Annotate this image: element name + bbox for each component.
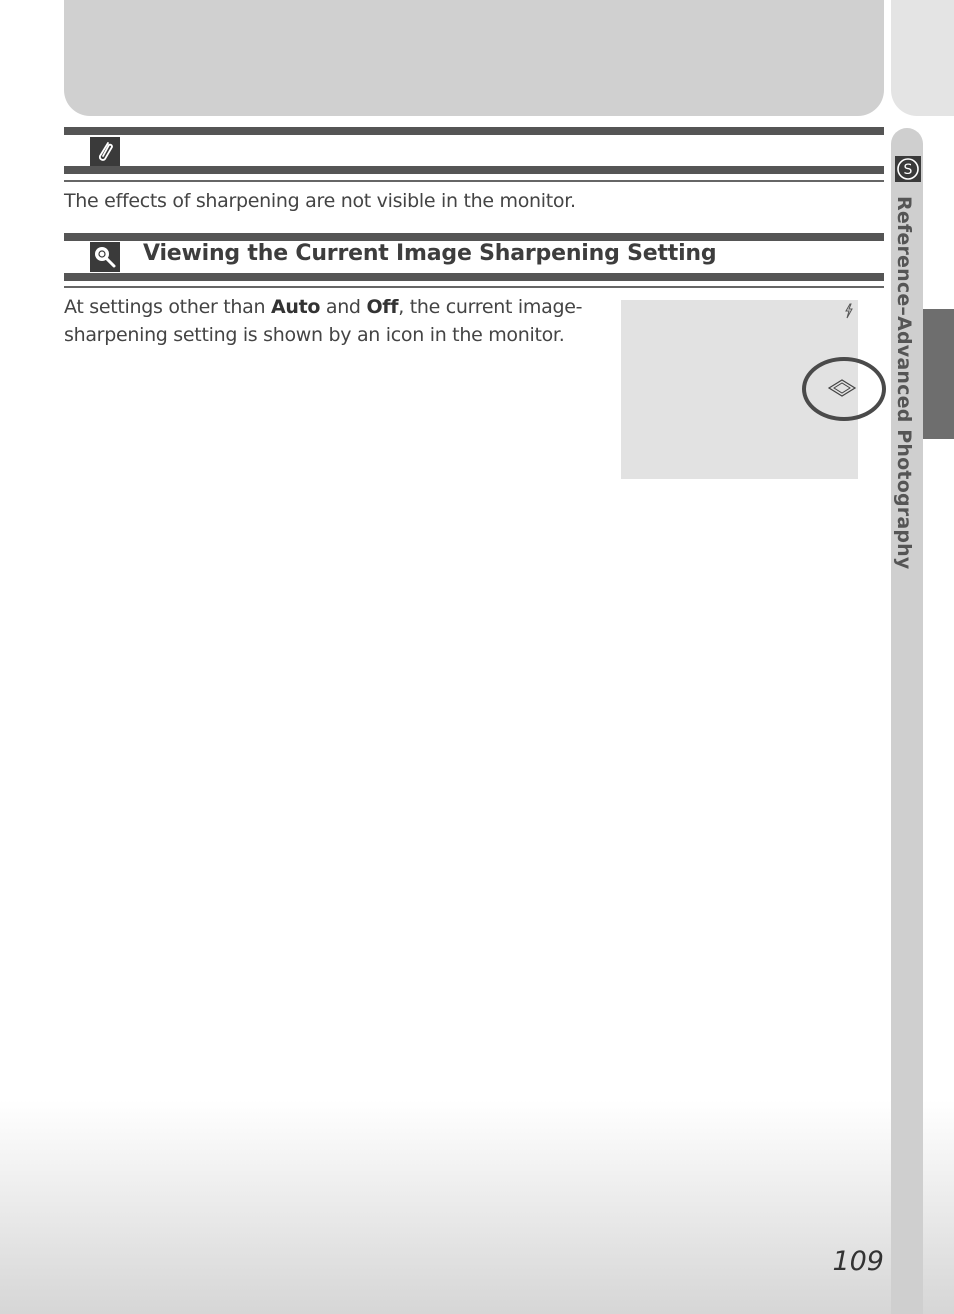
chapter-title: Reference–Advanced Photography [893,196,915,570]
auto-setting-label: Auto [270,296,321,318]
section-top-rule [64,233,884,241]
magnifier-bulb-icon [90,242,120,272]
paperclip-note-icon [90,137,120,167]
top-right-tab [891,0,954,116]
note-bottom-rule [64,166,884,174]
off-setting-label: Off [366,296,399,318]
note-top-rule [64,127,884,135]
page-number: 109 [832,1246,884,1277]
flash-icon [843,303,855,319]
chapter-s-icon [895,156,921,182]
svg-text:S: S [903,162,913,178]
note-text: The effects of sharpening are not visible in the monitor. [64,190,576,212]
top-banner [64,0,884,116]
s-circle-icon [896,157,920,181]
section-thin-rule [64,286,884,288]
note-thin-rule [64,180,884,182]
section-title: Viewing the Current Image Sharpening Setting [143,241,717,266]
chapter-side-active-marker [923,309,954,439]
section-body: At settings other than Auto and Off, the current image-sharpening setting is shown by an icon in the monitor. [64,296,583,346]
sharpening-icon-callout [802,357,886,421]
section-bottom-rule [64,273,884,281]
